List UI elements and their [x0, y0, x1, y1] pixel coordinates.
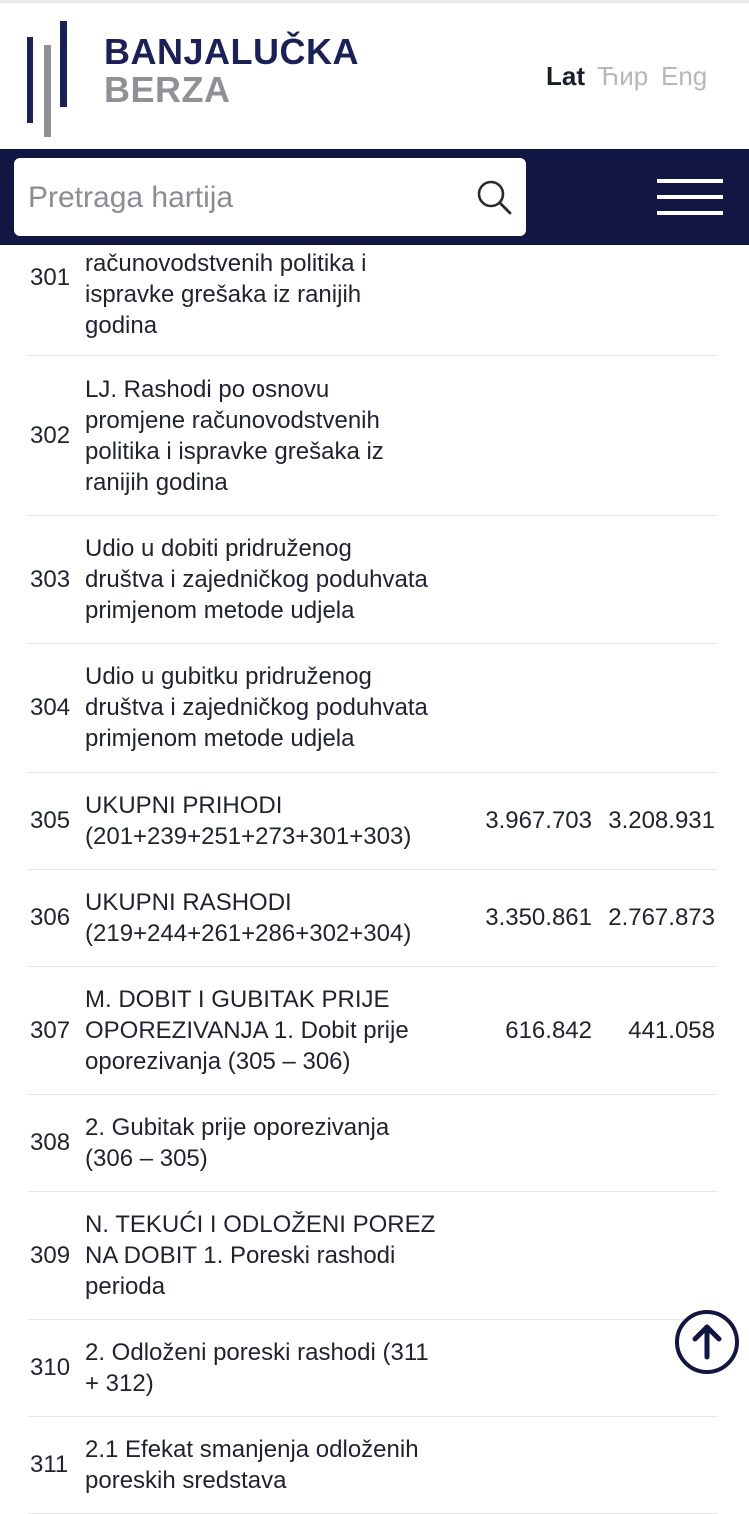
row-number: 310: [30, 1354, 71, 1381]
row-description: Udio u dobiti pridruženog društva i zajedničkog poduhvata primjenom metode udjela: [85, 535, 428, 624]
row-number: 305: [30, 807, 71, 834]
row-value-previous: 3.208.931: [608, 807, 715, 834]
table-row: [28, 1320, 717, 1417]
site-header: [0, 3, 749, 149]
table-row: [28, 1192, 717, 1320]
income-statement-table: [0, 245, 749, 1514]
hamburger-menu-icon[interactable]: [657, 179, 723, 217]
row-value-current: 616.842: [505, 1016, 592, 1044]
table-row: [28, 1417, 717, 1514]
table-row: [28, 516, 717, 644]
lang-latin-link[interactable]: Lat: [546, 61, 585, 91]
nav-bar: [0, 149, 749, 245]
row-description: N. TEKUĆI I ODLOŽENI POREZ NA DOBIT 1. Poreski rashodi perioda: [85, 1211, 436, 1300]
row-number: 307: [30, 1016, 71, 1044]
row-description: UKUPNI PRIHODI (201+239+251+273+301+303): [85, 792, 412, 850]
row-value-previous: 441.058: [628, 1016, 715, 1044]
row-number: 311: [30, 1451, 69, 1478]
row-number: 302: [30, 421, 71, 449]
table-row: [28, 773, 717, 870]
row-description: računovodstvenih politika i ispravke grešaka iz ranijih godina: [85, 250, 367, 339]
row-description: LJ. Rashodi po osnovu promjene računovodstvenih politika i ispravke grešaka iz ranijih godina: [85, 376, 384, 496]
logo-title-line2[interactable]: BERZA: [104, 69, 231, 110]
row-description: Udio u gubitku pridruženog društva i zajedničkog poduhvata primjenom metode udjela: [85, 663, 428, 752]
row-description: M. DOBIT I GUBITAK PRIJE OPOREZIVANJA 1. Dobit prije oporezivanja (305 – 306): [85, 986, 409, 1075]
lang-english-link[interactable]: Eng: [661, 61, 708, 91]
table-row: [28, 967, 717, 1095]
row-number: 304: [30, 694, 71, 721]
row-description: 2. Odloženi poreski rashodi (311 + 312): [85, 1339, 429, 1397]
table-row: [28, 1095, 717, 1192]
row-value-current: 3.967.703: [485, 807, 592, 834]
table-row: [28, 356, 717, 516]
row-number: 306: [30, 904, 71, 931]
table-row: [28, 870, 717, 967]
row-number: 301: [30, 264, 71, 291]
row-number: 308: [30, 1129, 71, 1156]
row-description: 2. Gubitak prije oporezivanja (306 – 305): [85, 1114, 390, 1172]
row-number: 303: [30, 565, 71, 593]
logo-title-line1[interactable]: BANJALUČKA: [104, 31, 359, 72]
lang-cyrillic-link[interactable]: Ћир: [597, 61, 649, 91]
search-input[interactable]: [26, 158, 450, 238]
row-description: 2.1 Efekat smanjenja odloženih poreskih sredstava: [85, 1436, 419, 1494]
search-icon[interactable]: [475, 178, 513, 216]
row-number: 309: [30, 1241, 71, 1269]
row-value-current: 3.350.861: [485, 904, 592, 931]
logo-bars-icon[interactable]: [27, 17, 71, 137]
search-box: [14, 158, 526, 236]
table-row: [28, 245, 717, 356]
row-value-previous: 2.767.873: [608, 904, 715, 931]
row-description: UKUPNI RASHODI (219+244+261+286+302+304): [85, 889, 412, 947]
scroll-to-top-icon[interactable]: [674, 1309, 740, 1375]
table-row: [28, 644, 717, 773]
